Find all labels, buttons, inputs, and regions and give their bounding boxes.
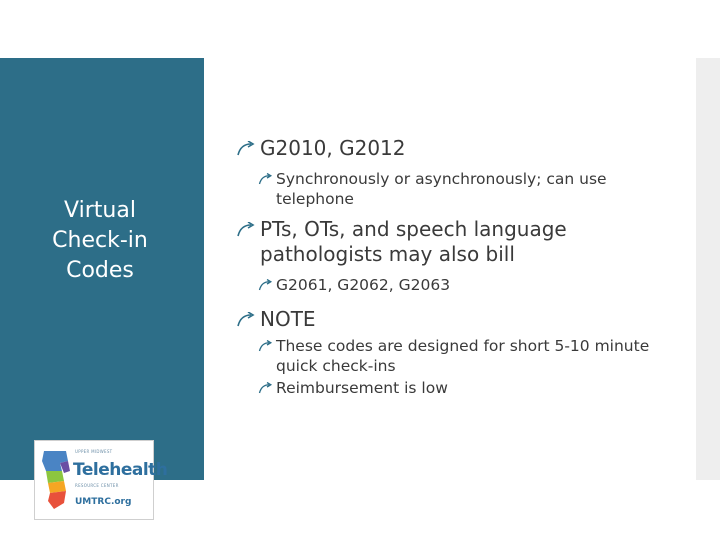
bullet-item [232,136,662,161]
logo-name: Telehealth [73,460,168,480]
arrow-bullet-icon [258,336,276,356]
bullet-list [232,136,662,398]
logo-top-text: UPPER MIDWEST [75,449,113,454]
bullet-text: G2010, G2012 [260,136,406,160]
arrow-bullet-icon [236,217,260,242]
midwest-map-icon [38,447,72,513]
arrow-bullet-icon [258,378,276,398]
logo-sub-text: RESOURCE CENTER [75,483,119,488]
sub-bullet-text: Reimbursement is low [276,379,448,397]
arrow-bullet-icon [236,136,260,161]
right-edge-bar [696,58,720,480]
sub-bullet-item [232,169,662,209]
sub-bullet-text: Synchronously or asynchronously; can use telephone [276,170,607,208]
logo-url: UMTRC.org [75,497,132,507]
sub-bullet-item [232,275,662,295]
bullet-item [232,307,662,332]
arrow-bullet-icon [258,275,276,295]
sub-bullet-item [232,378,662,398]
arrow-bullet-icon [236,307,260,332]
sub-bullet-text: These codes are designed for short 5-10 minute quick check-ins [276,337,650,375]
sub-bullet-item [232,336,662,376]
umtrc-logo [34,440,168,520]
sub-bullet-text: G2061, G2062, G2063 [276,276,451,294]
section-title: Virtual Check-in Codes [52,198,148,283]
bullet-text: PTs, OTs, and speech language pathologists may also bill [260,217,567,266]
arrow-bullet-icon [258,169,276,189]
bullet-item [232,217,662,267]
bullet-text: NOTE [260,307,316,331]
